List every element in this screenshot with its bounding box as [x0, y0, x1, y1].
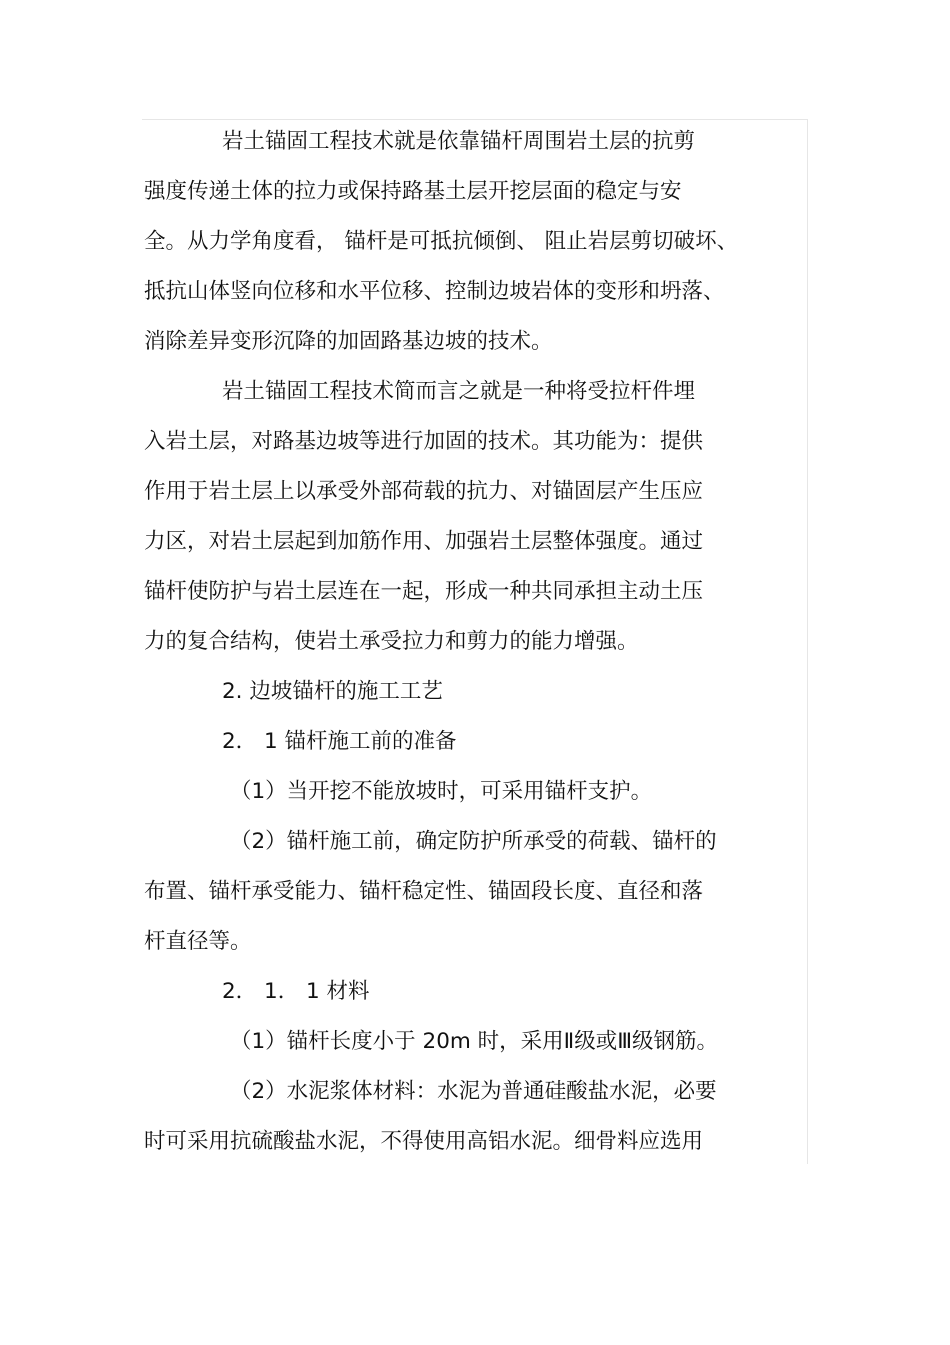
material-item-1: （1）锚杆长度小于 20m 时，采用Ⅱ级或Ⅲ级钢筋。: [230, 1029, 719, 1054]
paragraph-1-line-2: 强度传递土体的拉力或保持路基土层开挖层面的稳定与安: [144, 179, 682, 204]
paragraph-2-line-4: 力区，对岩土层起到加筋作用、加强岩土层整体强度。通过: [144, 529, 704, 554]
paragraph-2-line-1: 岩土锚固工程技术简而言之就是一种将受拉杆件埋: [222, 379, 696, 404]
paragraph-2-line-3: 作用于岩土层上以承受外部荷载的抗力、对锚固层产生压应: [144, 479, 704, 504]
list-item-2-line-2: 布置、锚杆承受能力、锚杆稳定性、锚固段长度、直径和落: [144, 879, 704, 904]
section-heading-2-1: 2． 1 锚杆施工前的准备: [222, 729, 457, 754]
paragraph-2-line-6: 力的复合结构，使岩土承受拉力和剪力的能力增强。: [144, 629, 639, 654]
section-heading-2: 2. 边坡锚杆的施工工艺: [222, 679, 443, 704]
section-heading-2-1-1: 2． 1． 1 材料: [222, 979, 370, 1004]
list-item-2-line-3: 杆直径等。: [144, 929, 252, 954]
list-item-2-line-1: （2）锚杆施工前，确定防护所承受的荷载、锚杆的: [230, 829, 717, 854]
paragraph-1-line-3: 全。从力学角度看， 锚杆是可抵抗倾倒、 阻止岩层剪切破坏、: [144, 229, 739, 254]
paragraph-1-line-4: 抵抗山体竖向位移和水平位移、控制边坡岩体的变形和坍落、: [144, 279, 725, 304]
material-item-2-line-2: 时可采用抗硫酸盐水泥，不得使用高铝水泥。细骨料应选用: [144, 1129, 704, 1154]
paragraph-1-line-1: 岩土锚固工程技术就是依靠锚杆周围岩土层的抗剪: [222, 129, 696, 154]
paragraph-2-line-5: 锚杆使防护与岩土层连在一起，形成一种共同承担主动土压: [144, 579, 704, 604]
paragraph-1-line-5: 消除差异变形沉降的加固路基边坡的技术。: [144, 329, 553, 354]
paragraph-2-line-2: 入岩土层，对路基边坡等进行加固的技术。其功能为：提供: [144, 429, 704, 454]
list-item-1: （1）当开挖不能放坡时，可采用锚杆支护。: [230, 779, 653, 804]
material-item-2-line-1: （2）水泥浆体材料：水泥为普通硅酸盐水泥，必要: [230, 1079, 717, 1104]
